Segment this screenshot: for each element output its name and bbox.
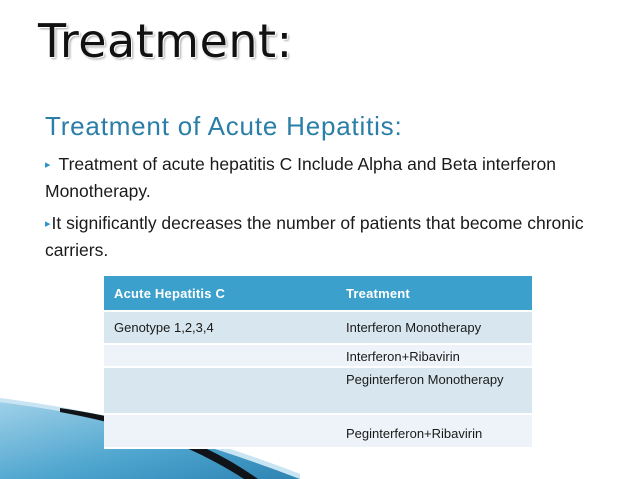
table-row [104, 367, 532, 414]
slide-title: Treatment: [38, 14, 293, 68]
bullet-text: Treatment of acute hepatitis C Include Alpha and Beta interferon Monotherapy. [45, 154, 556, 201]
table-header-row [104, 276, 532, 311]
column-header-treatment: Treatment [336, 276, 532, 311]
table-cell [104, 367, 336, 414]
table-row [104, 344, 532, 367]
table-cell [104, 414, 336, 448]
bullet-point-1 [45, 151, 615, 204]
table-cell: Interferon+Ribavirin [336, 344, 532, 367]
treatment-table [104, 276, 532, 449]
bullet-point-2 [45, 210, 615, 263]
table-cell: Genotype 1,2,3,4 [104, 311, 336, 344]
table-cell: Peginterferon Monotherapy [336, 367, 532, 414]
table-row [104, 414, 532, 448]
bullet-arrow-icon: ▸ [45, 159, 51, 171]
table-row [104, 311, 532, 344]
table-cell: Interferon Monotherapy [336, 311, 532, 344]
column-header-acute-hepatitis-c: Acute Hepatitis C [104, 276, 336, 311]
table-cell: Peginterferon+Ribavirin [336, 414, 532, 448]
bullet-text: It significantly decreases the number of patients that become chronic carriers. [45, 213, 584, 260]
section-subheading: Treatment of Acute Hepatitis: [45, 111, 403, 141]
table-cell [104, 344, 336, 367]
bullet-arrow-icon: ▸ [45, 218, 51, 230]
